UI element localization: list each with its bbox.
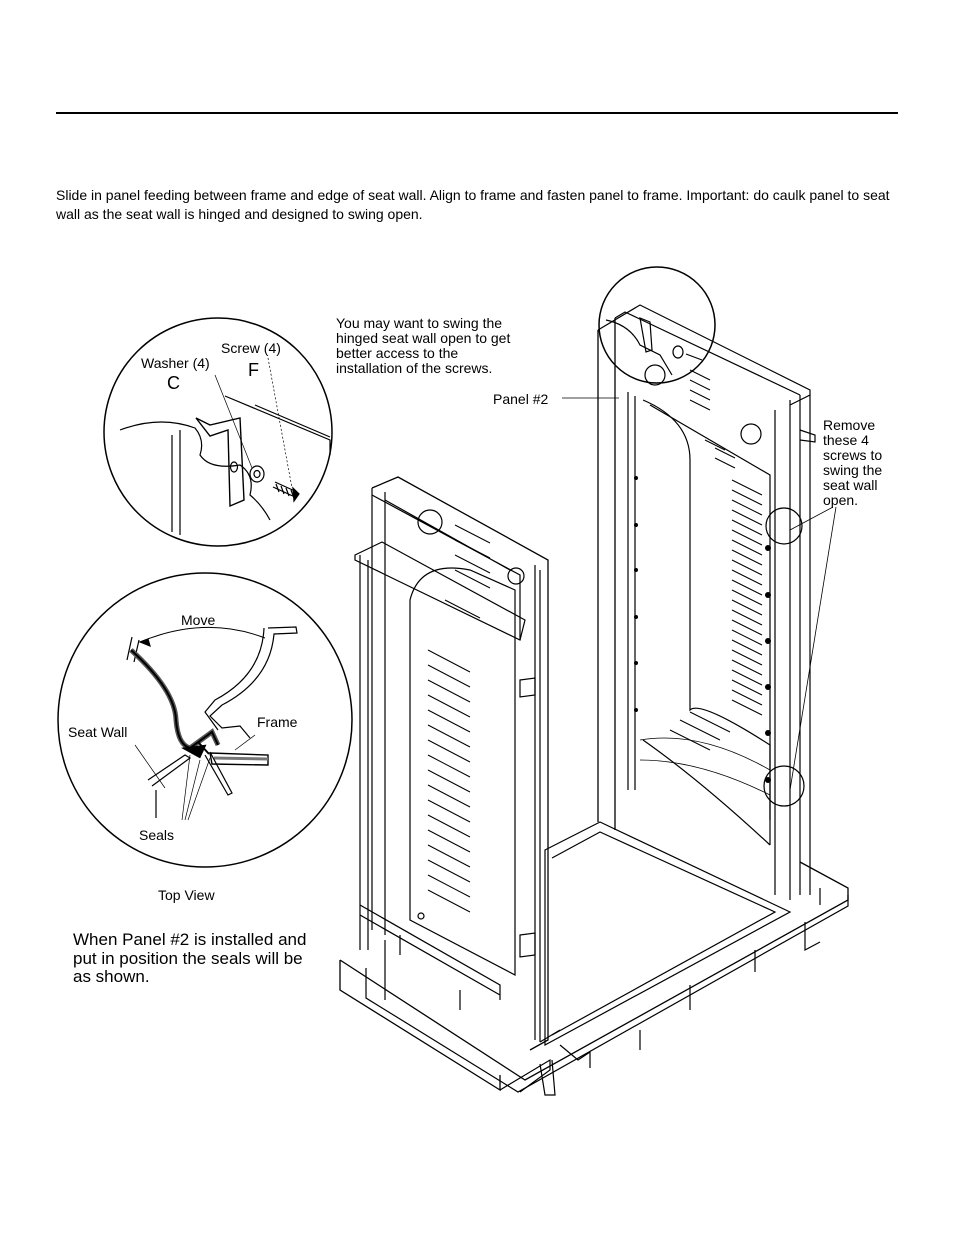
screw-letter: F bbox=[248, 360, 259, 380]
frame-label: Frame bbox=[257, 714, 298, 730]
seals-caption: When Panel #2 is installed and put in position the seals will be as shown. bbox=[73, 930, 307, 986]
instructions-text: Slide in panel feeding between frame and edge of seat wall. Align to frame and fasten panel to frame. Important: do caulk panel to seat wall as the seat wall is hinged and designed to swing open. bbox=[56, 187, 890, 222]
leader-lines bbox=[562, 398, 836, 790]
swing-note: You may want to swing the hinged seat wall open to get better access to the installation of the screws. bbox=[336, 315, 511, 376]
seat-wall-label: Seat Wall bbox=[68, 724, 128, 740]
seals-label: Seals bbox=[139, 827, 175, 843]
shower-unit-drawing bbox=[340, 267, 848, 1095]
washer-label: Washer (4) bbox=[141, 355, 210, 371]
top-view-caption: Top View bbox=[158, 887, 215, 903]
remove-screws-note: Remove these 4 screws to swing the seat wall open. bbox=[823, 417, 883, 508]
screw-label: Screw (4) bbox=[221, 340, 281, 356]
move-label: Move bbox=[181, 612, 216, 628]
panel-2-label: Panel #2 bbox=[493, 391, 549, 407]
washer-letter: C bbox=[167, 373, 180, 393]
screw-detail-circle bbox=[104, 318, 332, 546]
